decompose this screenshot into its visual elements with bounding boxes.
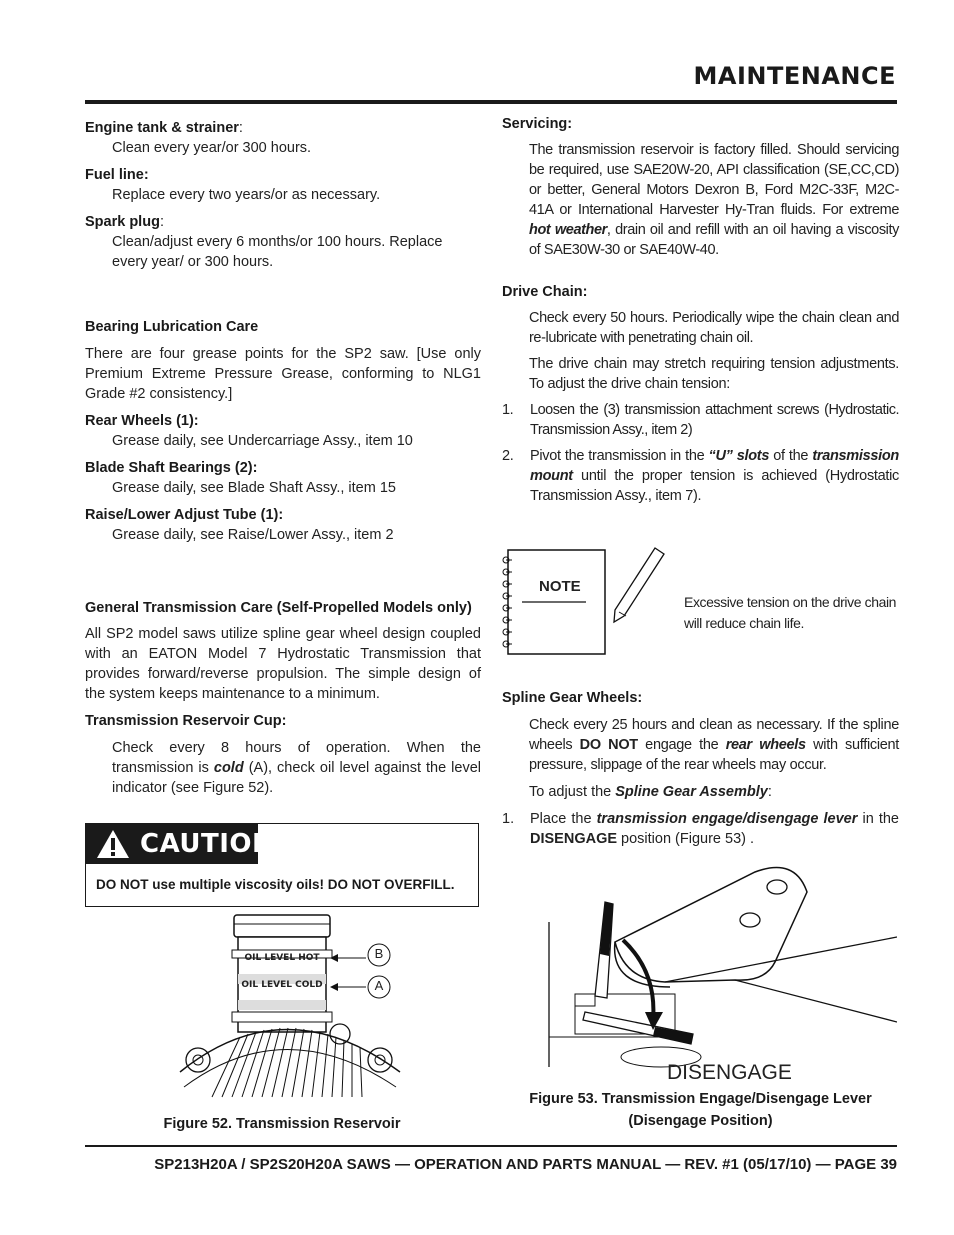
- spark-plug-heading: Spark plug:: [85, 214, 164, 230]
- drive-chain-p1: Check every 50 hours. Periodically wipe the chain clean and re-lubricate with penetrating chain oil.: [529, 310, 899, 346]
- notepad-pencil-icon: [498, 544, 673, 658]
- page-title: MAINTENANCE: [693, 62, 896, 90]
- rear-wheels-heading: Rear Wheels (1):: [85, 413, 199, 429]
- spline-section: [502, 688, 899, 849]
- bearing-heading: Bearing Lubrication Care: [85, 319, 259, 335]
- bearing-intro: There are four grease points for the SP2 saw. [Use only Premium Extreme Pressure Grease, conforming to NLG1 Grade #2 consistency.]: [85, 346, 481, 402]
- drive-chain-p2: The drive chain may stretch requiring tension adjustments. To adjust the drive chain tension:: [529, 356, 899, 392]
- callout-a: A: [374, 978, 384, 993]
- spline-p1: Check every 25 hours and clean as necessary. If the spline wheels DO NOT engage the rear wheels with sufficient pressure, slippage of the rear wheels may occur.: [529, 717, 899, 773]
- note-text: Excessive tension on the drive chain will reduce chain life.: [684, 594, 897, 631]
- blade-shaft-heading: Blade Shaft Bearings (2):: [85, 460, 258, 476]
- spline-heading: Spline Gear Wheels:: [502, 690, 643, 706]
- oil-level-cold-label: OIL LEVEL COLD: [241, 980, 323, 990]
- servicing-text: The transmission reservoir is factory filled. Should servicing be required, use SAE20W-20, API classification (SE,CC,CD) or better, General Motors Dexron B, Ford M2C-33F, M2C-41A or International Harvester Hy-Tran fluids. For extreme hot weather, drain oil and refill with an oil having a viscosity of SAE30W-30 or SAE40W-40.: [529, 142, 899, 258]
- right-column: [502, 114, 899, 506]
- caution-word: CAUTION: [140, 829, 275, 859]
- engine-tank-text: Clean every year/or 300 hours.: [112, 140, 312, 156]
- transmission-reservoir-figure: [170, 912, 410, 1102]
- raise-lower-text: Grease daily, see Raise/Lower Assy., item 2: [112, 527, 394, 543]
- caution-box: [85, 823, 479, 907]
- fuel-line-text: Replace every two years/or as necessary.: [112, 187, 381, 203]
- drive-chain-heading: Drive Chain:: [502, 284, 588, 300]
- spark-plug-text: Clean/adjust every 6 months/or 100 hours. Replace every year/ or 300 hours.: [112, 234, 443, 270]
- reservoir-cup-heading: Transmission Reservoir Cup:: [85, 713, 287, 729]
- servicing-heading: Servicing:: [502, 116, 573, 132]
- figure-52-caption: Figure 52. Transmission Reservoir: [163, 1116, 401, 1132]
- caution-text: DO NOT use multiple viscosity oils! DO NOT OVERFILL.: [96, 877, 455, 892]
- blade-shaft-text: Grease daily, see Blade Shaft Assy., item 15: [112, 480, 396, 496]
- reservoir-cup-text: Check every 8 hours of operation. When the transmission is cold (A), check oil level against the level indicator (see Figure 52).: [112, 740, 482, 796]
- disengage-label: DISENGAGE: [667, 1061, 792, 1084]
- transmission-intro: All SP2 model saws utilize spline gear wheel design coupled with an EATON Model 7 Hydrostatic Transmission that provides forward/reverse propulsion. The simple design of the system keeps maintenance to a minimum.: [85, 626, 481, 702]
- drive-chain-step-2: 2. Pivot the transmission in the “U” slots of the transmission mount until the proper tension is achieved (Hydrostatic Transmission Assy., item 7).: [502, 448, 899, 504]
- raise-lower-heading: Raise/Lower Adjust Tube (1):: [85, 507, 284, 523]
- page-footer: SP213H20A / SP2S20H20A SAWS — OPERATION AND PARTS MANUAL — REV. #1 (05/17/10) — PAGE 39: [154, 1156, 897, 1173]
- note-label: NOTE: [539, 578, 581, 595]
- caution-banner: [86, 824, 275, 864]
- engage-lever-figure: [545, 862, 897, 1072]
- rear-wheels-text: Grease daily, see Undercarriage Assy., item 10: [112, 433, 413, 449]
- figure-53-caption-line1: Figure 53. Transmission Engage/Disengage Lever: [529, 1091, 872, 1107]
- header-rule: [85, 100, 897, 104]
- spline-p2: To adjust the Spline Gear Assembly:: [529, 784, 772, 800]
- figure-53-caption-line2: (Disengage Position): [628, 1113, 773, 1129]
- engine-tank-heading: Engine tank & strainer:: [85, 120, 243, 136]
- left-column: [85, 118, 481, 798]
- fuel-line-heading: Fuel line:: [85, 167, 149, 183]
- oil-level-hot-label: OIL LEVEL HOT: [244, 953, 320, 963]
- callout-b: B: [374, 946, 384, 961]
- transmission-heading: General Transmission Care (Self-Propelled Models only): [85, 600, 472, 616]
- drive-chain-step-1: 1. Loosen the (3) transmission attachment screws (Hydrostatic. Transmission Assy., item 2): [502, 402, 899, 438]
- footer-rule: [85, 1145, 897, 1147]
- spline-step-1: 1. Place the transmission engage/disengage lever in the DISENGAGE position (Figure 53) .: [502, 811, 899, 847]
- warning-icon: [96, 829, 130, 859]
